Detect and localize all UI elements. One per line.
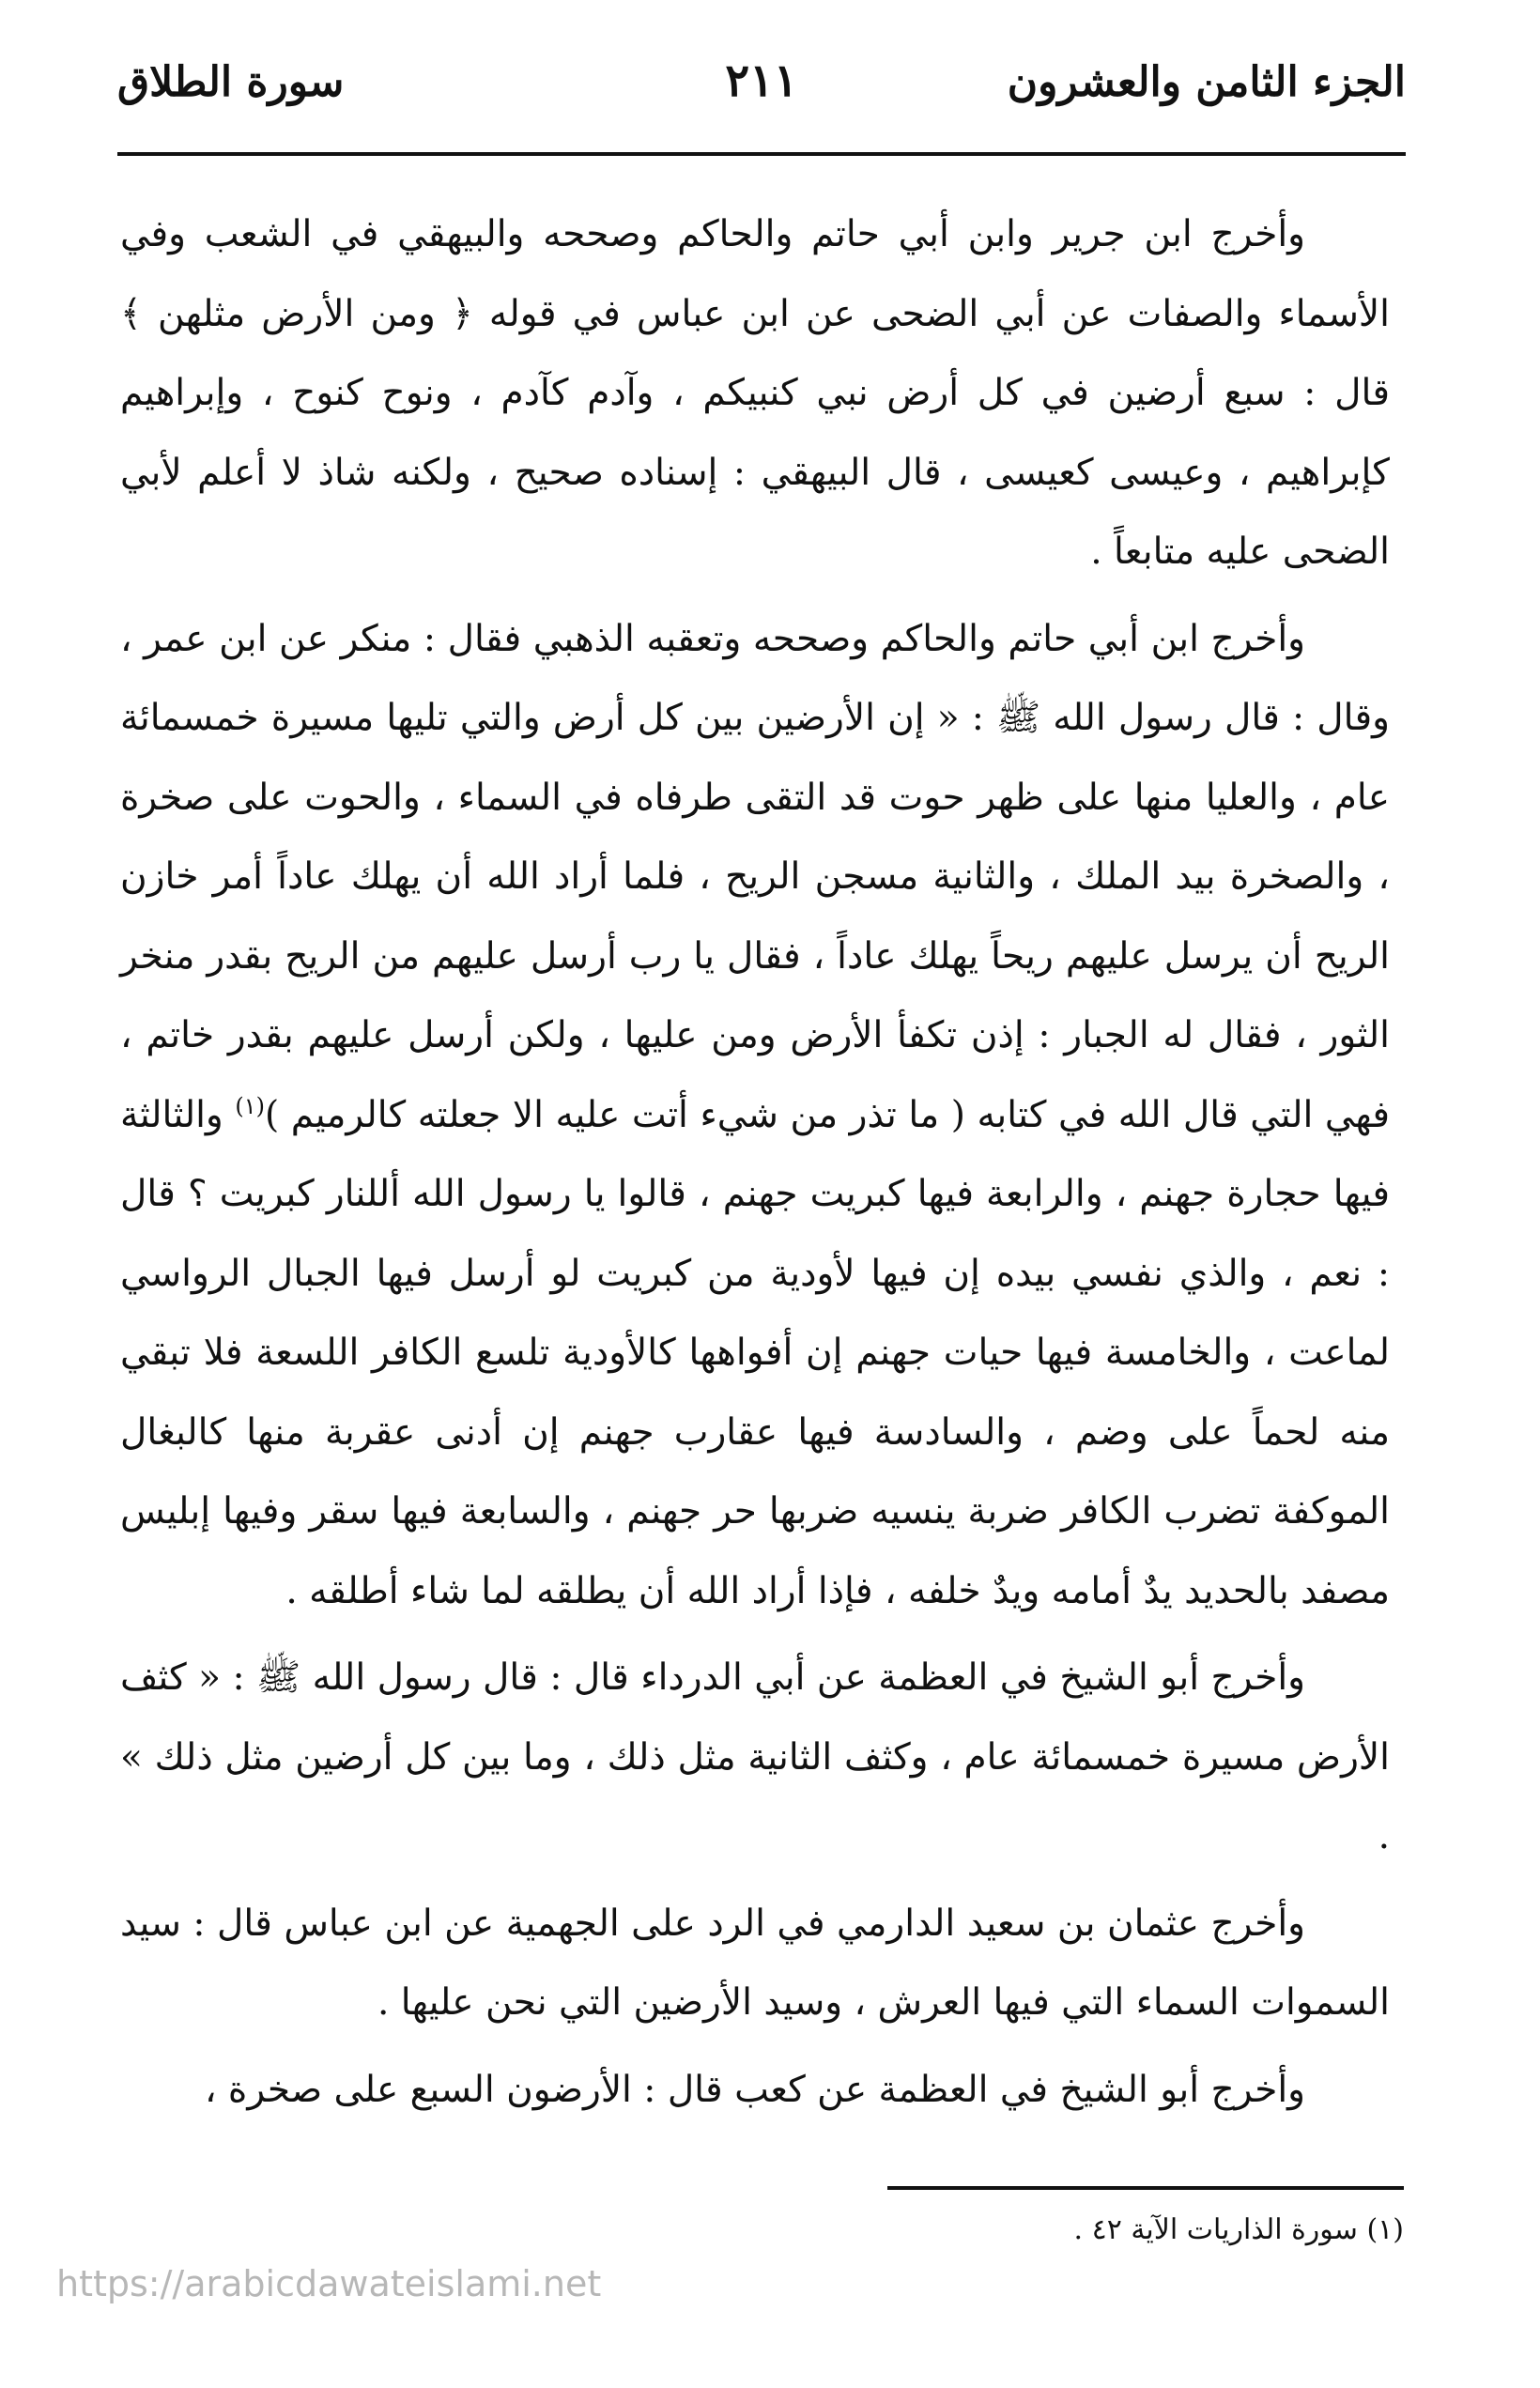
watermark-url: https://arabicdawateislami.net <box>56 2263 602 2304</box>
page-header <box>117 54 1406 133</box>
paragraph-2-continued: والثالثة فيها حجارة جهنم ، والرابعة فيها كبريت جهنم ، قالوا يا رسول الله أللنار كبريت ؟ قال : نعم ، والذي نفسي بيده إن فيها لأودية من كبريت لو أرسل فيها الجبال الرواسي لماعت ، والخامسة فيها حيات جهنم إن أفواهها كالأودية تلسع الكافر اللسعة فلا تبقي منه لحماً على وضم ، والسادسة فيها عقارب جهنم إن أدنى عقربة منها كالبغال الموكفة تضرب الكافر ضربة ينسيه ضربها حر جهنم ، والسابعة فيها سقر وفيها إبليس مصفد بالحديد يدٌ أمامه ويدٌ خلفه ، فإذا أراد الله أن يطلقه لما شاء أطلقه . <box>120 1093 1390 1612</box>
header-page-number: ٢١١ <box>725 54 798 107</box>
footnote-reference: (١) <box>235 1092 265 1119</box>
paragraph-1: وأخرج ابن جرير وابن أبي حاتم والحاكم وصححه والبيهقي في الشعب وفي الأسماء والصفات عن أبي الضحى عن ابن عباس في قوله ﴿ ومن الأرض مثلهن ﴾ قال : سبع أرضين في كل أرض نبي كنبيكم ، وآدم كآدم ، ونوح كنوح ، وإبراهيم كإبراهيم ، وعيسى كعيسى ، قال البيهقي : إسناده صحيح ، ولكنه شاذ لا أعلم لأبي الضحى عليه متابعاً . <box>120 213 1390 573</box>
footnote: (١) سورة الذاريات الآية ٤٢ . <box>1073 2213 1404 2246</box>
footnote-divider <box>887 2186 1404 2190</box>
paragraph-5: وأخرج أبو الشيخ في العظمة عن كعب قال : الأرضون السبع على صخرة ، <box>204 2068 1305 2111</box>
paragraph-2-text: وأخرج ابن أبي حاتم والحاكم وصححه وتعقبه الذهبي فقال : منكر عن ابن عمر ، وقال : قال رسول الله ﷺ : « إن الأرضين بين كل أرض والتي تليها مسيرة خمسمائة عام ، والعليا منها على ظهر حوت قد التقى طرفاه في السماء ، والحوت على صخرة ، والصخرة بيد الملك ، والثانية مسجن الريح ، فلما أراد الله أن يهلك عاداً أمر خازن الريح أن يرسل عليهم ريحاً يهلك عاداً ، فقال يا رب أرسل عليهم من الريح بقدر منخر الثور ، فقال له الجبار : إذن تكفأ الأرض ومن عليها ، ولكن أرسل عليهم بقدر خاتم ، فهي التي قال الله في كتابه ( ما تذر من شيء أتت عليه الا جعلته كالرميم ) <box>120 617 1390 1136</box>
header-part-title: الجزء الثامن والعشرون <box>1007 58 1406 106</box>
main-text <box>120 195 1390 2130</box>
header-divider <box>117 152 1406 156</box>
header-surah-title: سورة الطلاق <box>117 58 345 106</box>
paragraph-4: وأخرج عثمان بن سعيد الدارمي في الرد على الجهمية عن ابن عباس قال : سيد السموات السماء التي فيها العرش ، وسيد الأرضين التي نحن عليها . <box>120 1902 1390 2024</box>
paragraph-2 <box>120 600 1390 1632</box>
paragraph-3: وأخرج أبو الشيخ في العظمة عن أبي الدرداء قال : قال رسول الله ﷺ : « كثف الأرض مسيرة خمسمائة عام ، وكثف الثانية مثل ذلك ، وما بين كل أرضين مثل ذلك » . <box>120 1656 1390 1857</box>
